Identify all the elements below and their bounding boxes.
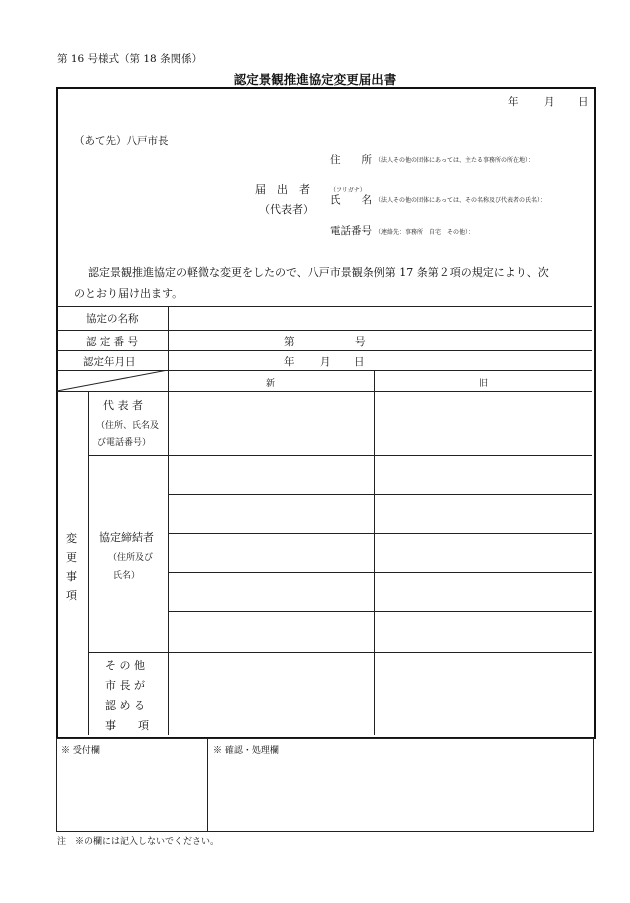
representative-note-1: （住所、氏名及 xyxy=(96,421,160,431)
addressee: （あて先）八戸市長 xyxy=(74,135,169,147)
approval-number-label: 認 定 番 号 xyxy=(86,336,139,348)
table-col-line xyxy=(88,391,89,735)
other-matters-line-4: 事 項 xyxy=(105,719,149,732)
representative-title: 代 表 者 xyxy=(103,399,143,412)
table-col-line xyxy=(374,370,375,735)
footnote: 注 ※の欄には記入しないでください。 xyxy=(57,837,220,847)
date-month: 月 xyxy=(544,96,555,108)
table-line xyxy=(168,533,592,534)
number-go: 号 xyxy=(355,336,366,348)
table-line xyxy=(88,455,592,456)
table-line xyxy=(168,572,592,573)
other-matters-line-1: そ の 他 xyxy=(105,659,145,672)
phone-note: （連絡先：事務所 自宅 その他）： xyxy=(375,229,475,236)
phone-label: 電話番号 xyxy=(330,225,372,237)
applicant-label: 届 出 者 xyxy=(255,183,310,196)
confirmation-label: ※ 確認・処理欄 xyxy=(213,746,279,756)
column-old: 旧 xyxy=(479,379,489,389)
address-note: （法人その他の団体にあっては、主たる事務所の所在地）： xyxy=(375,157,534,164)
agreement-name-label: 協定の名称 xyxy=(86,313,139,325)
applicant-sublabel: （代表者） xyxy=(259,203,314,216)
form-number: 第 16 号様式（第 18 条関係） xyxy=(57,53,203,65)
number-dai: 第 xyxy=(284,336,295,348)
parties-note-1: （住所及び xyxy=(108,553,154,563)
other-matters-line-3: 認 め る xyxy=(105,699,145,712)
representative-note-2: び電話番号） xyxy=(97,438,152,448)
date-day: 日 xyxy=(578,96,589,108)
diagonal-slash xyxy=(57,370,168,391)
statement-line-1: 認定景観推進協定の軽微な変更をしたので、八戸市景観条例第 17 条第２項の規定により、次 xyxy=(88,266,549,279)
other-matters-line-2: 市 長 が xyxy=(105,679,145,692)
change-items-side-2: 更 xyxy=(66,551,77,564)
parties-title: 協定締結者 xyxy=(99,531,154,544)
table-line xyxy=(168,494,592,495)
table-line xyxy=(168,611,592,612)
table-col-line xyxy=(168,306,169,735)
approval-date-month: 月 xyxy=(320,356,331,368)
table-line xyxy=(57,330,592,331)
date-year: 年 xyxy=(508,96,519,108)
approval-date-label: 認定年月日 xyxy=(83,356,136,368)
approval-date-year: 年 xyxy=(284,356,295,368)
approval-date-day: 日 xyxy=(354,356,365,368)
table-line xyxy=(57,350,592,351)
table-line xyxy=(57,306,592,307)
table-line xyxy=(88,652,592,653)
address-label: 住 所 xyxy=(330,154,372,166)
change-items-side-3: 事 xyxy=(66,570,77,583)
name-label: 氏 名 xyxy=(330,194,372,206)
reception-label: ※ 受付欄 xyxy=(61,746,100,756)
table-line xyxy=(57,391,592,392)
statement-line-2: のとおり届け出ます。 xyxy=(74,287,184,300)
main-form-frame xyxy=(56,87,596,739)
change-items-side-1: 変 xyxy=(66,532,77,545)
form-title: 認定景観推進協定変更届出書 xyxy=(233,72,397,87)
column-new: 新 xyxy=(266,379,276,389)
furigana-label: （フリガナ） xyxy=(330,187,366,194)
change-items-side-4: 項 xyxy=(66,589,77,602)
name-note: （法人その他の団体にあっては、その名称及び代表者の氏名）： xyxy=(375,197,546,204)
parties-note-2: 氏名） xyxy=(113,571,141,581)
